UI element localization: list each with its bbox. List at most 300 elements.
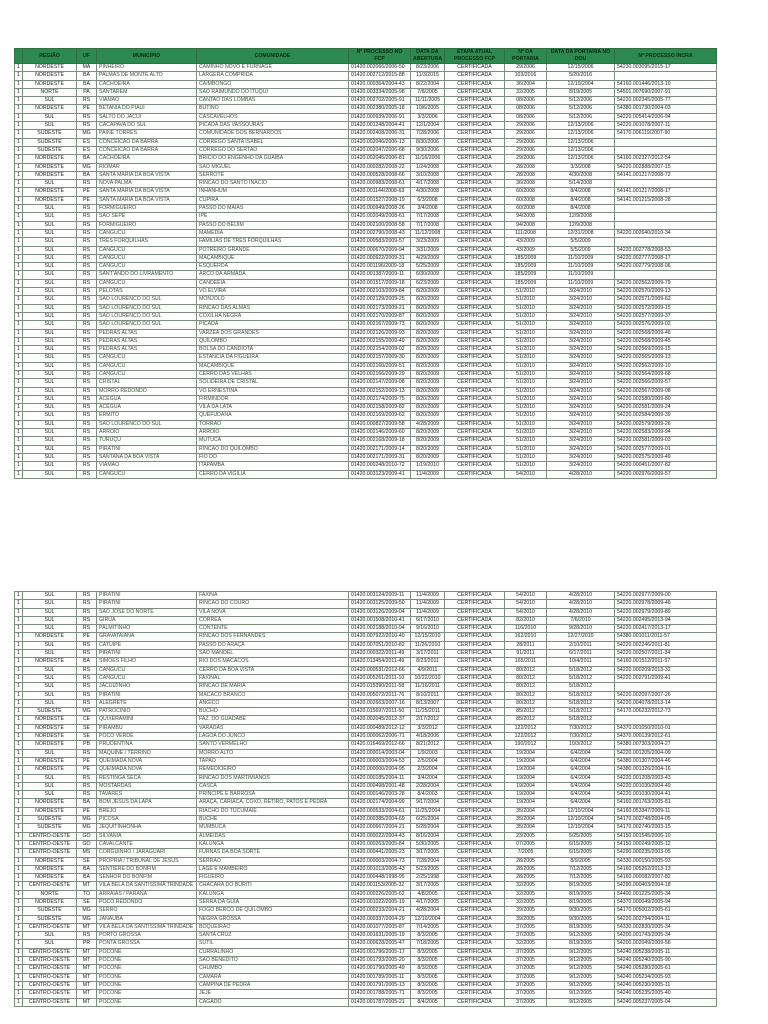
cell-comunidade: QUILOMBO [197, 337, 349, 345]
cell-regiao: NORDESTE [23, 716, 77, 724]
cell-data-abertura: 3/4/2008 [411, 205, 445, 213]
table-row [15, 263, 717, 271]
cell-data-portaria: 5/18/2012 [547, 691, 615, 699]
cell-data-abertura: 2/17/2012 [411, 716, 445, 724]
row-index: 1 [15, 716, 23, 724]
cell-portaria: 28/2008 [505, 163, 547, 171]
cell-portaria: 08/2006 [505, 97, 547, 105]
row-index: 1 [15, 171, 23, 179]
cell-processo-incra: 54160.001446/2013-10 [615, 80, 717, 88]
cell-municipio: SAO LOURENCO DO SUL [97, 420, 197, 428]
cell-processo-fcp: 01420.001196/2009-18 [349, 263, 411, 271]
cell-regiao: SUL [23, 246, 77, 254]
cell-processo-incra: 54220.000209/2013-32 [615, 666, 717, 674]
cell-comunidade: CANTAO DAS LOMBAS [197, 97, 349, 105]
cell-processo-incra: 54220.004078/2013-14 [615, 699, 717, 707]
row-index: 1 [15, 362, 23, 370]
table-row [15, 180, 717, 188]
cell-municipio: PICOSA [97, 816, 197, 824]
cell-municipio: POCONE [97, 998, 197, 1006]
row-index: 1 [15, 97, 23, 105]
cell-regiao: SUL [23, 650, 77, 658]
cell-regiao: SUL [23, 470, 77, 478]
cell-processo-incra [615, 221, 717, 229]
cell-etapa: CERTIFICADA [445, 155, 505, 163]
cell-processo-fcp: 01420.000983/2008-61 [349, 180, 411, 188]
cell-processo-incra [615, 180, 717, 188]
cell-data-portaria: 4/30/2008 [547, 171, 615, 179]
cell-data-abertura: 7/8/2005 [411, 88, 445, 96]
cell-uf: RS [77, 625, 97, 633]
cell-data-portaria: 3/24/2010 [547, 329, 615, 337]
cell-processo-fcp: 01420.000939/2006-91 [349, 113, 411, 121]
cell-data-portaria: 3/24/2010 [547, 404, 615, 412]
cell-processo-fcp: 01420.000000/2004-95 [349, 766, 411, 774]
cell-data-abertura: 4/8/2005 [411, 890, 445, 898]
row-index: 1 [15, 246, 23, 254]
cell-uf: BA [77, 171, 97, 179]
table-row [15, 990, 717, 998]
cell-data-abertura: 1/24/2008 [411, 163, 445, 171]
cell-processo-incra [615, 205, 717, 213]
cell-regiao: CENTRO-OESTE [23, 990, 77, 998]
table-header-row [15, 49, 717, 64]
cell-uf: MG [77, 708, 97, 716]
row-index: 1 [15, 263, 23, 271]
cell-portaria: 19/2004 [505, 774, 547, 782]
cell-portaria: 36/2004 [505, 80, 547, 88]
cell-portaria: 80/2012 [505, 666, 547, 674]
cell-etapa: CERTIFICADA [445, 733, 505, 741]
cell-comunidade: POTREIRO GRANDE [197, 246, 349, 254]
cell-regiao: SUL [23, 312, 77, 320]
cell-data-portaria: 6/4/2004 [547, 757, 615, 765]
table-row [15, 948, 717, 956]
quilombo-table-1 [14, 48, 717, 479]
cell-data-portaria: 8/9/2005 [547, 857, 615, 865]
table-row [15, 898, 717, 906]
cell-regiao: SUL [23, 674, 77, 682]
cell-comunidade: CORREA [197, 616, 349, 624]
cell-municipio: SAO JOSE DO NORTE [97, 608, 197, 616]
row-index: 1 [15, 288, 23, 296]
cell-municipio: VILA BELA DA SANTISSIMA TRINDADE [97, 882, 197, 890]
cell-etapa: CERTIFICADA [445, 998, 505, 1006]
cell-data-portaria: 11/10/2009 [547, 263, 615, 271]
cell-data-abertura: 12/1/2004 [411, 122, 445, 130]
cell-processo-incra: 54220.002562/2009-10 [615, 362, 717, 370]
row-index: 1 [15, 146, 23, 154]
cell-processo-fcp: 01420.002712/2015-88 [349, 72, 411, 80]
cell-processo-fcp: 01420.007922/2010-40 [349, 633, 411, 641]
cell-regiao: SUL [23, 683, 77, 691]
row-index: 1 [15, 395, 23, 403]
cell-data-abertura: 8/20/2009 [411, 429, 445, 437]
cell-portaria: 37/2005 [505, 965, 547, 973]
cell-uf: RS [77, 592, 97, 600]
row-index: 1 [15, 882, 23, 890]
cell-municipio: PAINE TORRES [97, 130, 197, 138]
cell-etapa: CERTIFICADA [445, 616, 505, 624]
cell-municipio: NOVA PALMA [97, 180, 197, 188]
cell-uf: RS [77, 288, 97, 296]
cell-data-abertura: 11/4/2009 [411, 600, 445, 608]
cell-comunidade: FAXINAL [197, 674, 349, 682]
table-row [15, 708, 717, 716]
table-row [15, 683, 717, 691]
header-comunidade: COMUNIDADE [197, 49, 349, 64]
row-index: 1 [15, 196, 23, 204]
cell-processo-incra: 54220.002977/2009-00 [615, 592, 717, 600]
table-row [15, 72, 717, 80]
table-row [15, 749, 717, 757]
cell-processo-incra: 54380.001326/2004-16 [615, 766, 717, 774]
cell-etapa: CERTIFICADA [445, 625, 505, 633]
cell-data-portaria: 3/24/2010 [547, 429, 615, 437]
cell-uf: RS [77, 279, 97, 287]
cell-etapa: CERTIFICADA [445, 882, 505, 890]
cell-processo-incra: 54330.002830/2005-34 [615, 923, 717, 931]
row-index: 1 [15, 329, 23, 337]
row-index: 1 [15, 625, 23, 633]
cell-municipio: SAO SEPE [97, 213, 197, 221]
cell-regiao: SUL [23, 429, 77, 437]
cell-uf: RS [77, 932, 97, 940]
cell-data-abertura: 7/28/2006 [411, 130, 445, 138]
cell-municipio: GIRUA [97, 616, 197, 624]
cell-portaria: 23/2005 [505, 832, 547, 840]
cell-processo-fcp: 01420.001387/2009-11 [349, 271, 411, 279]
cell-processo-fcp: 01420.003125/2009-50 [349, 600, 411, 608]
cell-municipio: POCO REDONDO [97, 898, 197, 906]
cell-processo-fcp: 01420.013454/2011-49 [349, 658, 411, 666]
cell-etapa: CERTIFICADA [445, 923, 505, 931]
cell-processo-fcp: 01420.001517/2009-18 [349, 279, 411, 287]
table-row [15, 171, 717, 179]
cell-data-portaria: 7/30/2012 [547, 733, 615, 741]
cell-etapa: CERTIFICADA [445, 799, 505, 807]
cell-data-portaria: 10/3/2012 [547, 741, 615, 749]
cell-data-abertura: 2/5/2004 [411, 757, 445, 765]
cell-comunidade: FURNAS DA BOA SORTE [197, 849, 349, 857]
cell-etapa: CERTIFICADA [445, 346, 505, 354]
cell-regiao: NORDESTE [23, 874, 77, 882]
cell-data-abertura: 11/11/2005 [411, 97, 445, 105]
cell-etapa: CERTIFICADA [445, 221, 505, 229]
cell-municipio: SANTA MARIA DA BOA VISTA [97, 171, 197, 179]
cell-processo-incra: 54220.002976/2009-57 [615, 470, 717, 478]
cell-municipio: CANGUCU [97, 354, 197, 362]
cell-data-abertura: 8/20/2009 [411, 346, 445, 354]
cell-data-abertura: 4/18/2006 [411, 733, 445, 741]
table-row [15, 80, 717, 88]
cell-comunidade: BUCHO [197, 708, 349, 716]
cell-comunidade: FOGO BERCO DE QUILOMBO [197, 907, 349, 915]
cell-portaria: 51/2010 [505, 288, 547, 296]
cell-processo-fcp: 01420.000337/2004-29 [349, 915, 411, 923]
cell-data-portaria: 6/4/2004 [547, 749, 615, 757]
cell-uf: RS [77, 462, 97, 470]
row-index: 1 [15, 990, 23, 998]
cell-processo-incra: 54370.001050/2010-01 [615, 724, 717, 732]
cell-municipio: POCONE [97, 948, 197, 956]
cell-processo-incra: 54220.002577/2009-37 [615, 312, 717, 320]
cell-data-abertura: 8/20/2009 [411, 296, 445, 304]
cell-processo-incra: 54220.002581/2009-03 [615, 437, 717, 445]
cell-etapa: CERTIFICADA [445, 932, 505, 940]
cell-municipio: POCO VERDE [97, 733, 197, 741]
cell-regiao: SUL [23, 329, 77, 337]
cell-portaria: 36/2008 [505, 180, 547, 188]
cell-processo-fcp: 01420.002049/2008-61 [349, 213, 411, 221]
cell-data-abertura: 3/10/2008 [411, 171, 445, 179]
cell-portaria: 51/2010 [505, 429, 547, 437]
cell-data-abertura: 7/17/2008 [411, 221, 445, 229]
cell-data-abertura: 8/20/2009 [411, 404, 445, 412]
cell-processo-fcp: 01420.000146/2003-28 [349, 791, 411, 799]
cell-data-portaria: 5/14/2008 [547, 180, 615, 188]
cell-data-abertura: 12/15/2010 [411, 633, 445, 641]
cell-data-abertura: 2/3/2004 [411, 766, 445, 774]
cell-processo-incra: 54240.005280/2005-61 [615, 965, 717, 973]
cell-data-portaria: 4/28/2010 [547, 470, 615, 478]
cell-processo-incra: 54220.002495/2013-94 [615, 616, 717, 624]
cell-data-portaria: 8/19/2005 [547, 88, 615, 96]
cell-regiao: SUDESTE [23, 130, 77, 138]
cell-etapa: CERTIFICADA [445, 691, 505, 699]
cell-uf: PR [77, 940, 97, 948]
cell-regiao: NORDESTE [23, 733, 77, 741]
cell-data-abertura: 7/17/2008 [411, 213, 445, 221]
cell-data-abertura: 6/23/2009 [411, 279, 445, 287]
cell-regiao: NORDESTE [23, 741, 77, 749]
cell-regiao: SUL [23, 229, 77, 237]
cell-data-abertura: 10/6/2005 [411, 105, 445, 113]
cell-etapa: CERTIFICADA [445, 72, 505, 80]
cell-processo-incra: 54240.005238/2005-11 [615, 948, 717, 956]
table-row [15, 857, 717, 865]
cell-portaria: 185/2009 [505, 254, 547, 262]
cell-uf: RS [77, 404, 97, 412]
table-body-2 [15, 592, 717, 1007]
cell-municipio: PROPRIA / TRIBUNAL DE JESUS [97, 857, 197, 865]
cell-etapa: CERTIFICADA [445, 849, 505, 857]
cell-processo-fcp: 01420.005261/2011-10 [349, 674, 411, 682]
table-row [15, 130, 717, 138]
cell-comunidade: RINCAO DAS ALMAS [197, 304, 349, 312]
cell-uf: RS [77, 379, 97, 387]
cell-processo-fcp: 01420.002174/2004-99 [349, 799, 411, 807]
cell-processo-incra: 54220.000451/2007-82 [615, 462, 717, 470]
table-row [15, 404, 717, 412]
cell-regiao: SUDESTE [23, 146, 77, 154]
cell-processo-fcp: 01420.001248/2004-41 [349, 122, 411, 130]
cell-portaria: 111/2008 [505, 229, 547, 237]
header-regiao: REGIÃO [23, 49, 77, 64]
cell-data-abertura: 8/21/2012 [411, 741, 445, 749]
cell-data-abertura: 8/23/2011 [411, 658, 445, 666]
cell-comunidade: JEJE [197, 990, 349, 998]
cell-regiao: CENTRO-OESTE [23, 957, 77, 965]
cell-data-abertura: 3/3/2006 [411, 113, 445, 121]
cell-uf: MA [77, 64, 97, 72]
cell-regiao: SUL [23, 453, 77, 461]
cell-processo-fcp: 01420.001789/2005-11 [349, 973, 411, 981]
cell-municipio: CANGUCU [97, 666, 197, 674]
cell-data-abertura: 8/20/2009 [411, 304, 445, 312]
table-row [15, 395, 717, 403]
row-index: 1 [15, 271, 23, 279]
row-index: 1 [15, 420, 23, 428]
cell-processo-incra: 54170.002748/2004-05 [615, 816, 717, 824]
cell-uf: PE [77, 757, 97, 765]
cell-portaria: 54/2010 [505, 608, 547, 616]
cell-municipio: PEDRAS ALTAS [97, 346, 197, 354]
cell-uf: RS [77, 683, 97, 691]
table-row [15, 329, 717, 337]
cell-uf: RS [77, 229, 97, 237]
table-row [15, 882, 717, 890]
cell-portaria: 29/2006 [505, 130, 547, 138]
header-etapa: ETAPA ATUAL PROCESSO FCP [445, 49, 505, 64]
cell-data-portaria: 4/28/2010 [547, 608, 615, 616]
row-index: 1 [15, 312, 23, 320]
cell-municipio: JANAUBA [97, 915, 197, 923]
cell-portaria: 51/2010 [505, 346, 547, 354]
cell-processo-incra: 54240.005230/2005-11 [615, 981, 717, 989]
cell-comunidade: CORREGO SANTA ISABEL [197, 138, 349, 146]
cell-regiao: SUL [23, 932, 77, 940]
cell-regiao: NORDESTE [23, 724, 77, 732]
cell-portaria: 19/2004 [505, 791, 547, 799]
cell-uf: BA [77, 658, 97, 666]
cell-municipio: SENHOR DO BONFIM [97, 874, 197, 882]
cell-municipio: POCONE [97, 957, 197, 965]
cell-processo-incra: 54200.002049/2009-56 [615, 940, 717, 948]
row-index: 1 [15, 874, 23, 882]
cell-processo-incra: 54220.002583/2009-94 [615, 429, 717, 437]
cell-data-portaria: 8/4/2008 [547, 196, 615, 204]
cell-municipio: BOM JESUS DA LAPA [97, 799, 197, 807]
row-index: 1 [15, 965, 23, 973]
table-row [15, 774, 717, 782]
cell-municipio: CATUIPE [97, 641, 197, 649]
cell-etapa: CERTIFICADA [445, 965, 505, 973]
table-row [15, 412, 717, 420]
cell-municipio: SERRO [97, 907, 197, 915]
cell-portaria: 19/2004 [505, 782, 547, 790]
cell-municipio: PEDRAS ALTAS [97, 329, 197, 337]
cell-uf: RS [77, 691, 97, 699]
row-index: 1 [15, 940, 23, 948]
row-index: 1 [15, 229, 23, 237]
row-index: 1 [15, 304, 23, 312]
cell-processo-incra: 54220.002567/2009-08 [615, 387, 717, 395]
cell-comunidade: ALMEIDAS [197, 832, 349, 840]
cell-regiao: SUL [23, 346, 77, 354]
cell-portaria: 32/2005 [505, 882, 547, 890]
cell-uf: CE [77, 716, 97, 724]
table-row [15, 138, 717, 146]
row-index: 1 [15, 749, 23, 757]
table-row [15, 97, 717, 105]
cell-regiao: SUL [23, 213, 77, 221]
row-index: 1 [15, 238, 23, 246]
cell-comunidade: BOQUEIRAO [197, 923, 349, 931]
cell-processo-incra: 54160.001763/2005-81 [615, 799, 717, 807]
cell-municipio: POCONE [97, 990, 197, 998]
cell-municipio: SAO LOURENCO DO SUL [97, 304, 197, 312]
cell-processo-incra: 54240.005234/2005-93 [615, 973, 717, 981]
row-index: 1 [15, 907, 23, 915]
cell-municipio: PIRATINI [97, 691, 197, 699]
cell-data-portaria: 9/30/2005 [547, 915, 615, 923]
cell-etapa: CERTIFICADA [445, 130, 505, 138]
row-index: 1 [15, 113, 23, 121]
cell-data-abertura: 8/20/2009 [411, 395, 445, 403]
cell-uf: PE [77, 105, 97, 113]
cell-comunidade: VILA NOVA [197, 608, 349, 616]
cell-uf: BA [77, 155, 97, 163]
cell-processo-incra: 54220.002575/2009-49 [615, 453, 717, 461]
cell-processo-incra [615, 72, 717, 80]
table-row [15, 592, 717, 600]
cell-regiao: SUL [23, 205, 77, 213]
cell-data-abertura: 6/25/2004 [411, 816, 445, 824]
cell-data-abertura: 8/20/2009 [411, 412, 445, 420]
cell-portaria: 32/2005 [505, 898, 547, 906]
cell-uf: RS [77, 254, 97, 262]
table-row [15, 907, 717, 915]
cell-etapa: CERTIFICADA [445, 146, 505, 154]
cell-data-portaria: 3/24/2010 [547, 312, 615, 320]
cell-uf: RS [77, 205, 97, 213]
cell-portaria: 51/2010 [505, 354, 547, 362]
cell-processo-fcp: 01420.000233/2004-21 [349, 907, 411, 915]
cell-uf: MG [77, 915, 97, 923]
table-row [15, 666, 717, 674]
cell-regiao: SUL [23, 395, 77, 403]
cell-comunidade: IPE [197, 213, 349, 221]
cell-etapa: CERTIFICADA [445, 708, 505, 716]
table-row [15, 724, 717, 732]
cell-portaria: 37/2005 [505, 990, 547, 998]
cell-comunidade: FIRMINDOR [197, 395, 349, 403]
cell-processo-fcp: 01420.002066/2006-50 [349, 64, 411, 72]
cell-processo-fcp: 01420.002100/2008-58 [349, 221, 411, 229]
cell-data-abertura: 3/17/2005 [411, 849, 445, 857]
cell-etapa: CERTIFICADA [445, 404, 505, 412]
cell-municipio: FORMIGUEIRO [97, 205, 197, 213]
cell-data-portaria: 5/18/2012 [547, 674, 615, 682]
cell-processo-fcp: 01420.002167/2009-73 [349, 321, 411, 329]
cell-data-portaria: 5/12/2006 [547, 113, 615, 121]
cell-data-abertura: 8/3/2005 [411, 973, 445, 981]
cell-processo-fcp: 01420.000667/2004-21 [349, 824, 411, 832]
row-index: 1 [15, 666, 23, 674]
cell-uf: RS [77, 263, 97, 271]
cell-data-portaria: 3/24/2010 [547, 362, 615, 370]
cell-processo-fcp: 01420.000533/2004-61 [349, 807, 411, 815]
cell-processo-incra: 54220.002581/2009-24 [615, 404, 717, 412]
table-row [15, 874, 717, 882]
cell-data-portaria: 9/30/2005 [547, 907, 615, 915]
cell-portaria: 19/2004 [505, 749, 547, 757]
cell-uf: RS [77, 445, 97, 453]
table-row [15, 824, 717, 832]
cell-municipio: VILA BELA DA SANTISSIMA TRINDADE [97, 923, 197, 931]
cell-processo-fcp: 01420.002174/2009-75 [349, 395, 411, 403]
